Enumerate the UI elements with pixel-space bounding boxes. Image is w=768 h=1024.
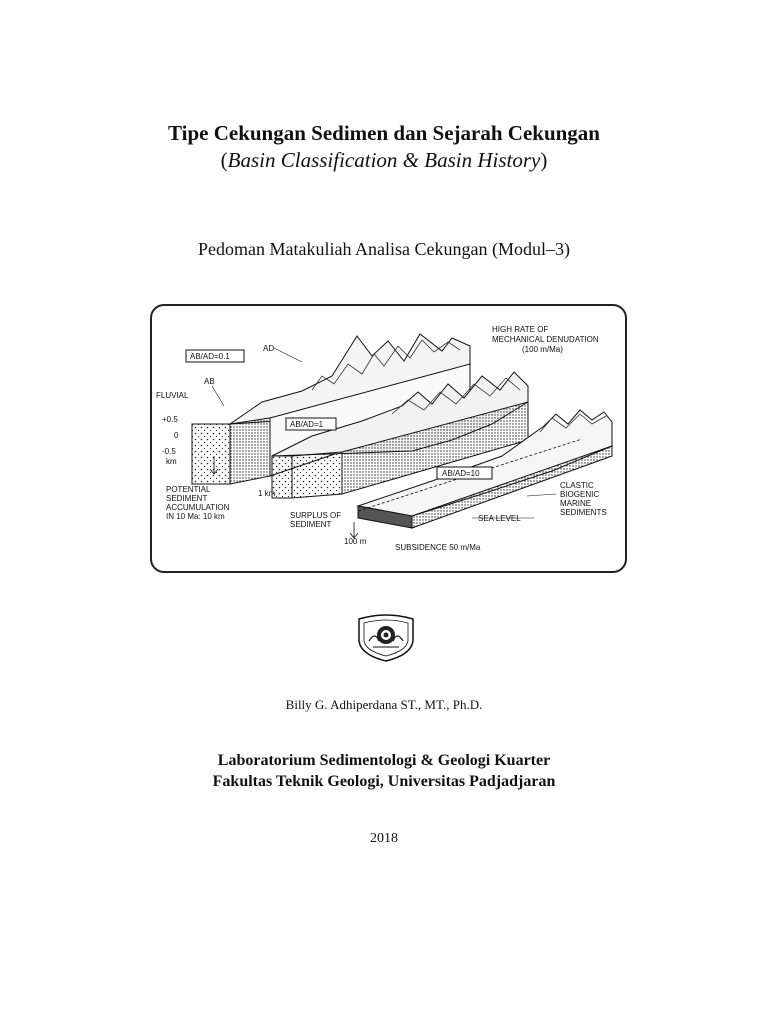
label-sea-level: SEA LEVEL xyxy=(478,514,521,523)
subtitle-english: Basin Classification & Basin History xyxy=(227,148,541,172)
course-module-line: Pedoman Matakuliah Analisa Cekungan (Modul–3) xyxy=(198,239,570,259)
label-ad: AD xyxy=(263,344,275,353)
label-ratio-0-1: AB/AD=0.1 xyxy=(190,352,230,361)
label-fluvial: FLUVIAL xyxy=(156,391,189,400)
document-subtitle xyxy=(0,148,768,173)
document-title: Tipe Cekungan Sedimen dan Sejarah Cekungan xyxy=(168,121,600,145)
label-high-rate-3: (100 m/Ma) xyxy=(522,345,563,354)
label-km: km xyxy=(166,457,177,466)
label-marine: MARINE xyxy=(560,499,592,508)
label-plus-05: +0.5 xyxy=(162,415,178,424)
label-zero: 0 xyxy=(174,431,179,440)
label-ratio-10: AB/AD=10 xyxy=(442,469,480,478)
basin-block-diagram-figure xyxy=(150,304,627,573)
label-ratio-1: AB/AD=1 xyxy=(290,420,324,429)
faculty-university-name: Fakultas Teknik Geologi, Universitas Padjadjaran xyxy=(212,773,556,790)
label-potential-3: ACCUMULATION xyxy=(166,503,230,512)
label-potential-4: IN 10 Ma: 10 km xyxy=(166,512,225,521)
university-logo xyxy=(355,611,417,663)
label-high-rate-1: HIGH RATE OF xyxy=(492,325,549,334)
label-1km: 1 km xyxy=(258,489,276,498)
subtitle-open-paren: ( xyxy=(220,148,228,172)
label-100m: 100 m xyxy=(344,537,367,546)
label-potential-1: POTENTIAL xyxy=(166,485,211,494)
subtitle-close-paren: ) xyxy=(540,148,548,172)
label-potential-2: SEDIMENT xyxy=(166,494,208,503)
block-diagram-illustration xyxy=(152,306,625,571)
label-ab: AB xyxy=(204,377,215,386)
label-subsidence: SUBSIDENCE 50 m/Ma xyxy=(395,543,481,552)
author-name: Billy G. Adhiperdana ST., MT., Ph.D. xyxy=(285,697,483,712)
label-high-rate-2: MECHANICAL DENUDATION xyxy=(492,335,599,344)
laboratory-name: Laboratorium Sedimentologi & Geologi Kuarter xyxy=(217,752,551,769)
label-surplus-2: SEDIMENT xyxy=(290,520,332,529)
label-sediments: SEDIMENTS xyxy=(560,508,607,517)
label-surplus-1: SURPLUS OF xyxy=(290,511,342,520)
label-minus-05: -0.5 xyxy=(162,447,176,456)
publication-year: 2018 xyxy=(370,831,398,846)
label-biogenic: BIOGENIC xyxy=(560,490,600,499)
label-clastic: CLASTIC xyxy=(560,481,594,490)
